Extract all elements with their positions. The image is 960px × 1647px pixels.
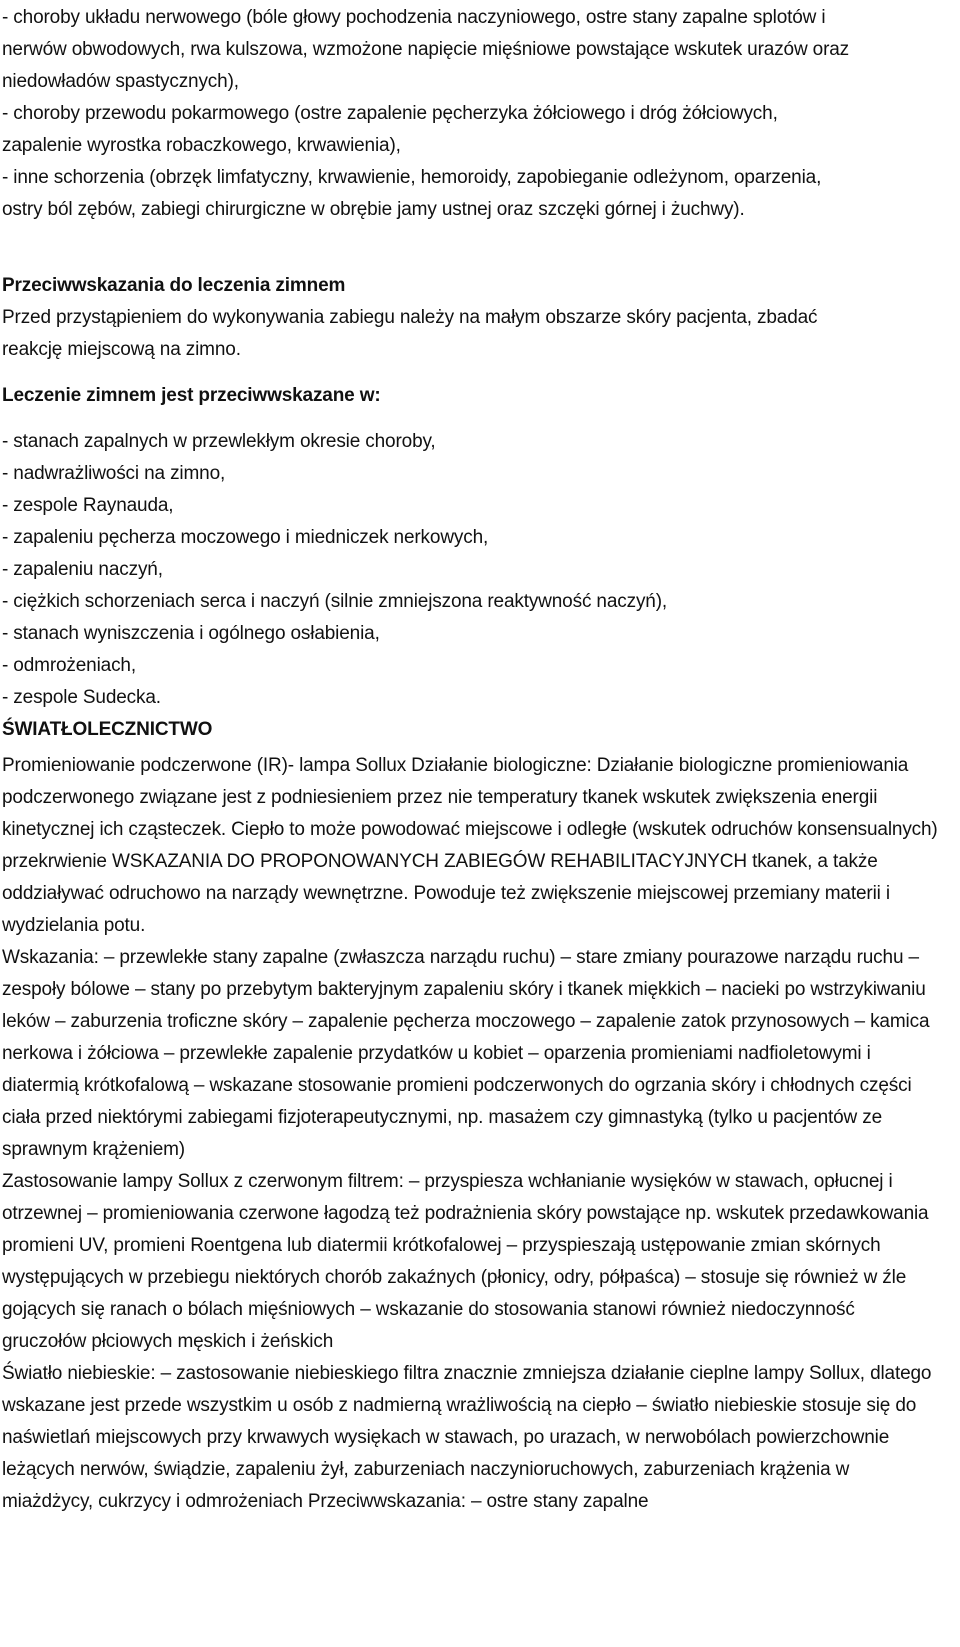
- paragraph-indications: [2, 942, 950, 1166]
- paragraph-line: gojących się ranach o bólach mięśniowych – wskazanie do stosowania stanowi również niedoczynność: [2, 1299, 855, 1320]
- intro-line: ostry ból zębów, zabiegi chirurgiczne w obrębie jamy ustnej oraz szczęki górnej i żuchwy).: [2, 199, 745, 220]
- paragraph-line: oddziaływać odruchowo na narządy wewnętrzne. Powoduje też zwiększenie miejscowej przemiany materii i: [2, 883, 890, 904]
- cold-list-item: - stanach zapalnych w przewlekłym okresie choroby,: [2, 431, 436, 452]
- contraindications-heading: Przeciwwskazania do leczenia zimnem: [2, 275, 346, 296]
- paragraph-blue-light: [2, 1358, 950, 1518]
- cold-list-item: - zespole Sudecka.: [2, 687, 161, 708]
- cold-section: [2, 380, 950, 714]
- paragraph-line: Zastosowanie lampy Sollux z czerwonym filtrem: – przyspiesza wchłanianie wysięków w stawach, opłucnej i: [2, 1171, 893, 1192]
- contraindications-section: [2, 270, 950, 366]
- paragraph-line: naświetlań miejscowych przy krwawych wysiękach w stawach, po urazach, w nerwobólach powierzchownie: [2, 1427, 890, 1448]
- cold-list-item: - odmrożeniach,: [2, 655, 136, 676]
- paragraph-infrared: [2, 750, 950, 942]
- cold-list-item: - nadwrażliwości na zimno,: [2, 463, 226, 484]
- contraindications-line: Przed przystąpieniem do wykonywania zabiegu należy na małym obszarze skóry pacjenta, zbadać: [2, 307, 818, 328]
- contraindications-line: reakcję miejscową na zimno.: [2, 339, 241, 360]
- paragraph-line: Światło niebieskie: – zastosowanie niebieskiego filtra znacznie zmniejsza działanie cieplne lampy Sollux, dlatego: [2, 1363, 932, 1384]
- paragraph-line: wydzielania potu.: [2, 915, 146, 936]
- paragraph-line: leków – zaburzenia troficzne skóry – zapalenie pęcherza moczowego – zapalenie zatok przynosowych – kamica: [2, 1011, 930, 1032]
- paragraph-line: podczerwonego związane jest z podniesieniem przez nie temperatury tkanek wskutek zwiększenia energii: [2, 787, 878, 808]
- phototherapy-heading: ŚWIATŁOLECZNICTWO: [2, 719, 213, 740]
- paragraph-line: Promieniowanie podczerwone (IR)- lampa Sollux Działanie biologiczne: Działanie biologiczne promieniowania: [2, 755, 909, 776]
- paragraph-line: otrzewnej – promieniowania czerwone łagodzą też podrażnienia skóry powstające np. wskutek przedawkowania: [2, 1203, 929, 1224]
- intro-section: [2, 2, 950, 226]
- paragraph-line: miażdżycy, cukrzycy i odmrożeniach Przeciwwskazania: – ostre stany zapalne: [2, 1491, 649, 1512]
- phototherapy-section: [2, 714, 950, 1518]
- cold-heading: Leczenie zimnem jest przeciwwskazane w:: [2, 385, 381, 406]
- paragraph-line: zespoły bólowe – stany po przebytym bakteryjnym zapaleniu skóry i tkanek miękkich – nacieki po wstrzykiwaniu: [2, 979, 926, 1000]
- spacer: [2, 226, 950, 270]
- intro-line: - choroby układu nerwowego (bóle głowy pochodzenia naczyniowego, ostre stany zapalne splotów i: [2, 7, 826, 28]
- cold-list-item: - ciężkich schorzeniach serca i naczyń (silnie zmniejszona reaktywność naczyń),: [2, 591, 668, 612]
- spacer: [2, 366, 950, 380]
- paragraph-line: diatermią krótkofalową – wskazane stosowanie promieni podczerwonych do ogrzania skóry i chłodnych części: [2, 1075, 912, 1096]
- cold-list-item: - stanach wyniszczenia i ogólnego osłabienia,: [2, 623, 380, 644]
- intro-line: nerwów obwodowych, rwa kulszowa, wzmożone napięcie mięśniowe powstające wskutek urazów oraz: [2, 39, 850, 60]
- paragraph-line: Wskazania: – przewlekłe stany zapalne (zwłaszcza narządu ruchu) – stare zmiany pourazowe narządu ruchu –: [2, 947, 919, 968]
- paragraph-line: leżących nerwów, świądzie, zapaleniu żył, zaburzeniach naczynioruchowych, zaburzeniach krążenia w: [2, 1459, 850, 1480]
- intro-line: niedowładów spastycznych),: [2, 71, 239, 92]
- intro-line: - inne schorzenia (obrzęk limfatyczny, krwawienie, hemoroidy, zapobieganie odleżynom, oparzenia,: [2, 167, 822, 188]
- paragraph-line: sprawnym krążeniem): [2, 1139, 185, 1160]
- paragraph-line: promieni UV, promieni Roentgena lub diatermii krótkofalowej – przyspieszają ustępowanie zmian skórnych: [2, 1235, 881, 1256]
- intro-line: zapalenie wyrostka robaczkowego, krwawienia),: [2, 135, 401, 156]
- paragraph-line: wskazane jest przede wszystkim u osób z nadmierną wrażliwością na ciepło – światło niebieskie stosuje się do: [2, 1395, 917, 1416]
- paragraph-line: nerkowa i żółciowa – przewlekłe zapalenie przydatków u kobiet – oparzenia promieniami nadfioletowymi i: [2, 1043, 871, 1064]
- paragraph-line: kinetycznej ich cząsteczek. Ciepło to może powodować miejscowe i odległe (wskutek odruchów konsensualnych): [2, 819, 938, 840]
- paragraph-line: występujących w przebiegu niektórych chorób zakaźnych (płonicy, odry, półpaśca) – stosuje się również w źle: [2, 1267, 907, 1288]
- spacer: [2, 412, 950, 426]
- cold-list-item: - zapaleniu pęcherza moczowego i miedniczek nerkowych,: [2, 527, 489, 548]
- paragraph-line: ciała przed niektórymi zabiegami fizjoterapeutycznymi, np. masażem czy gimnastyką (tylko u pacjentów ze: [2, 1107, 883, 1128]
- paragraph-line: gruczołów płciowych męskich i żeńskich: [2, 1331, 334, 1352]
- intro-line: - choroby przewodu pokarmowego (ostre zapalenie pęcherzyka żółciowego i dróg żółciowych,: [2, 103, 778, 124]
- paragraph-red-filter: [2, 1166, 950, 1358]
- paragraph-line: przekrwienie WSKAZANIA DO PROPONOWANYCH ZABIEGÓW REHABILITACYJNYCH tkanek, a także: [2, 851, 878, 872]
- cold-list-item: - zapaleniu naczyń,: [2, 559, 163, 580]
- cold-list-item: - zespole Raynauda,: [2, 495, 174, 516]
